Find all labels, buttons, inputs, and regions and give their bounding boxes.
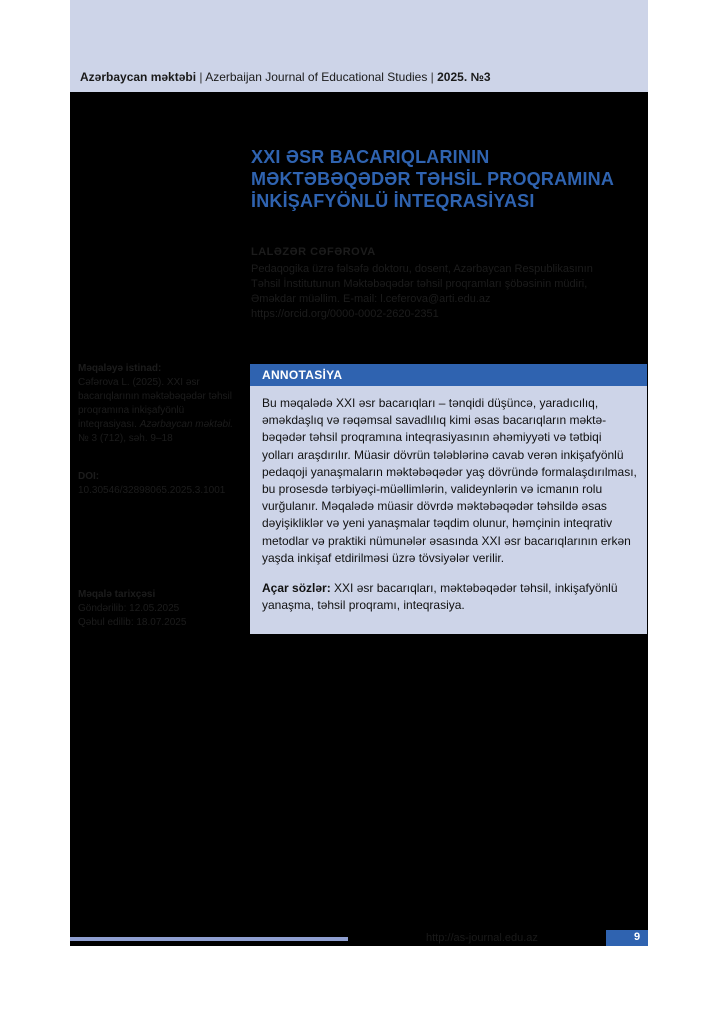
- keywords-text: XXI əsr bacarıqları, məktəbəqədər təhsil, inkişafyönlü: [330, 581, 618, 595]
- citation-line: [78, 418, 243, 432]
- citation-line: proqramına inkişafyönlü: [78, 405, 185, 416]
- article-history-block: [78, 588, 243, 630]
- title-line: XXI ƏSR BACARIQLARININ: [251, 147, 490, 167]
- header-separator: |: [427, 70, 438, 84]
- citation-journal: Azərbaycan məktəbi.: [139, 419, 234, 430]
- abstract-heading: ANNOTASİYA: [262, 368, 343, 382]
- abstract-line: bu prosesdə tərbiyəçi-müəllimlərin, valideynlərin və icmanın rolu: [262, 482, 603, 497]
- article-title: [251, 146, 631, 212]
- author-info-line: Pedaqogika üzrə fəlsəfə doktoru, dosent, Azərbaycan Respublikasının: [251, 263, 593, 275]
- keywords-line: yanaşma, təhsil proqramı, inteqrasiya.: [262, 598, 465, 613]
- author-orcid-link[interactable]: https://orcid.org/0000-0002-2620-2351: [251, 308, 439, 320]
- abstract-box: [250, 364, 647, 634]
- title-line: İNKİŞAFYÖNLÜ İNTEQRASİYASI: [251, 191, 535, 211]
- abstract-line: Bu məqalədə XXI əsr bacarıqları – tənqidi düşüncə, yaradıcılıq,: [262, 396, 599, 410]
- abstract-line: metodlar və praktiki nümunələr əsasında XXI əsr bacarıqlarının erkən: [262, 533, 631, 548]
- abstract-line: yaşda inkişaf etdirilməsi üzrə tövsiyələr verilir.: [262, 550, 505, 565]
- footer-url-link[interactable]: http://as-journal.edu.az: [426, 932, 538, 944]
- author-name: LALƏZƏR CƏFƏROVA: [251, 246, 376, 258]
- author-info-line: Əməkdar müəllim. E-mail: l.ceferova@arti.edu.az: [251, 293, 491, 305]
- doi-value[interactable]: 10.30546/32898065.2025.3.1001: [78, 485, 226, 496]
- header-separator: |: [196, 70, 206, 84]
- keywords-line: [262, 580, 640, 597]
- keywords-label: Açar sözlər:: [262, 581, 331, 595]
- accepted-date: Qəbul edilib: 18.07.2025: [78, 617, 187, 628]
- citation-line-text: inteqrasiyası.: [78, 419, 137, 430]
- journal-name: Azərbaycan məktəbi: [80, 70, 197, 84]
- citation-label: Məqaləyə istinad:: [78, 363, 162, 374]
- abstract-line: vurğulanır. Məqalədə müasir dövrdə məktəbəqədər təhsildə əsas: [262, 499, 607, 514]
- citation-line: Cəfərova L. (2025). XXI əsr: [78, 377, 200, 388]
- journal-header: [80, 70, 491, 84]
- page-number-badge: [606, 930, 648, 946]
- keywords-block: [262, 580, 640, 614]
- abstract-line: pedaqoji yanaşmaların məktəbəqədər yaş dövründə formalaşdırılması,: [262, 464, 637, 479]
- author-info-line: Təhsil İnstitutunun Məktəbəqədər təhsil proqramları şöbəsinin müdiri,: [251, 278, 588, 290]
- article-page: [70, 0, 648, 946]
- abstract-header-bar: [250, 364, 647, 386]
- doi-label: DOI:: [78, 471, 100, 482]
- doi-block: [78, 470, 243, 498]
- journal-english-name: Azerbaijan Journal of Educational Studies: [205, 70, 428, 84]
- abstract-text: [262, 395, 640, 567]
- journal-issue: 2025. №3: [437, 70, 491, 84]
- page-number: 9: [634, 931, 641, 943]
- title-line: MƏKTƏBƏQƏDƏR TƏHSİL PROQRAMINA: [251, 169, 615, 189]
- submitted-date: Göndərilib: 12.05.2025: [78, 603, 180, 614]
- footer-rule: [70, 937, 348, 941]
- abstract-line: bəqədər təhsil proqramına inteqrasiyasının əhəmiyyəti və tətbiqi: [262, 430, 602, 445]
- citation-issue: № 3 (712), səh. 9–18: [78, 433, 173, 444]
- abstract-line: əməkdaşlıq və rəqəmsal savadlılıq kimi əsas bacarıqların məktə-: [262, 413, 607, 428]
- citation-block: [78, 362, 243, 446]
- history-label: Məqalə tarixçəsi: [78, 589, 156, 600]
- author-info: [251, 262, 641, 322]
- abstract-line: yolları araşdırılır. Müasir dövrün tələblərinə cavab verən inkişafyönlü: [262, 447, 624, 462]
- citation-line: bacarıqlarının məktəbəqədər təhsil: [78, 391, 232, 402]
- abstract-line: dəyişikliklər və yeni yanaşmalar təqdim olunur, həmçinin inteqrativ: [262, 516, 613, 531]
